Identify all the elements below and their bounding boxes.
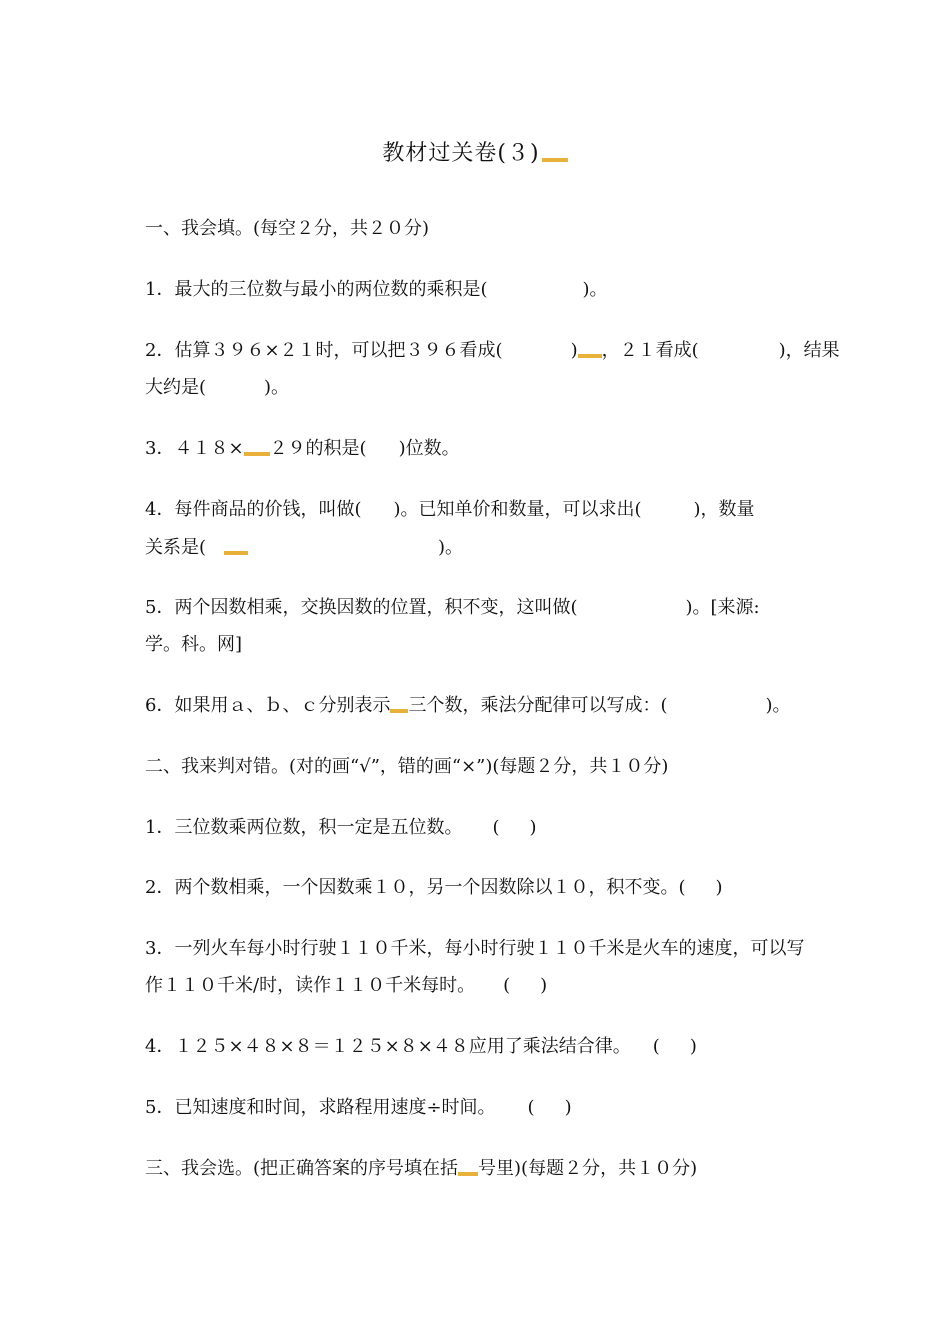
q4-text-3: )，数量 — [693, 499, 755, 520]
s1-question-4 — [145, 495, 815, 521]
s1-question-4-cont — [145, 533, 815, 559]
q4-text: 4．每件商品的价钱，叫做( — [145, 499, 362, 520]
q5-text: 5．两个因数相乘，交换因数的位置，积不变，这叫做( — [145, 597, 578, 618]
highlight-mark — [458, 1172, 478, 1176]
q6-text: 6．如果用ａ、ｂ、ｃ分别表示 — [145, 695, 391, 716]
s2-question-4 — [145, 1032, 815, 1058]
judge-paren-open: ( — [503, 975, 511, 996]
section3-heading — [145, 1154, 815, 1180]
s3-heading-text: 三、我会选。(把正确答案的序号填在括 — [145, 1158, 459, 1179]
exam-title — [0, 136, 950, 167]
s1-question-5 — [145, 593, 815, 619]
q1-end: )。 — [582, 279, 608, 300]
q1-text: 1．最大的三位数与最小的两位数的乘积是( — [145, 279, 488, 300]
judge-paren-open: ( — [492, 817, 500, 838]
q3-text: 3．４１８× — [145, 438, 244, 459]
q2-text: 2．估算３９６×２１时，可以把３９６看成( — [145, 340, 503, 361]
judge-paren-close: ) — [689, 1036, 697, 1057]
s2-question-2 — [145, 873, 815, 899]
q6-end: )。 — [765, 695, 791, 716]
highlight-mark — [224, 551, 248, 555]
s2-q3-text: 作１１０千米/时，读作１１０千米每时。 — [145, 975, 476, 996]
s1-question-3 — [145, 434, 815, 460]
q3-end: )位数。 — [398, 438, 460, 459]
judge-paren-open: ( — [527, 1097, 535, 1118]
judge-paren-close: ) — [564, 1097, 572, 1118]
s2-q1-text: 1．三位数乘两位数，积一定是五位数。 — [145, 817, 463, 838]
q3-text-2: ２９的积是( — [269, 438, 367, 459]
highlight-mark — [542, 158, 568, 162]
s2-q4-text: 4．１２５×４８×８＝１２５×８×４８应用了乘法结合律。 — [145, 1036, 631, 1057]
s1-question-5-cont: 学。科。网] — [145, 634, 243, 655]
judge-paren-close: ) — [529, 817, 537, 838]
s2-q2-text: 2．两个数相乘，一个因数乘１０，另一个因数除以１０，积不变。( — [145, 877, 686, 898]
q2-end: )。 — [264, 377, 290, 398]
title-text: 教材过关卷(３) — [382, 141, 540, 166]
q2-text-4: 大约是( — [145, 377, 207, 398]
highlight-mark — [244, 452, 270, 456]
s2-question-5 — [145, 1093, 815, 1119]
section1-heading: 一、我会填。(每空２分，共２０分) — [145, 218, 430, 239]
q2-paren: ) — [570, 340, 578, 361]
s1-question-6 — [145, 691, 815, 717]
q4-end: )。 — [438, 537, 464, 558]
judge-paren-close: ) — [715, 877, 723, 898]
highlight-mark — [390, 709, 408, 713]
q4-text-2: )。已知单价和数量，可以求出( — [393, 499, 642, 520]
s1-question-2-cont — [145, 373, 815, 399]
highlight-mark — [578, 354, 602, 358]
q5-source: )。[来源: — [685, 597, 760, 618]
q2-text-2: ，２１看成( — [601, 340, 699, 361]
s2-question-3-cont — [145, 971, 815, 997]
judge-paren-close: ) — [540, 975, 548, 996]
s1-question-1 — [145, 275, 815, 301]
q4-text-4: 关系是( — [145, 537, 207, 558]
s2-question-1 — [145, 813, 815, 839]
s2-q5-text: 5．已知速度和时间，求路程用速度÷时间。 — [145, 1097, 496, 1118]
s3-heading-text-2: 号里)(每题２分，共１０分) — [478, 1158, 698, 1179]
q6-text-2: 三个数，乘法分配律可以写成：( — [408, 695, 668, 716]
s1-question-2 — [145, 336, 840, 362]
judge-paren-open: ( — [652, 1036, 660, 1057]
s2-question-3: 3．一列火车每小时行驶１１０千米，每小时行驶１１０千米是火车的速度，可以写 — [145, 938, 805, 959]
q2-text-3: )，结果 — [778, 340, 840, 361]
section2-heading: 二、我来判对错。(对的画“√”，错的画“×”)(每题２分，共１０分) — [145, 756, 669, 777]
